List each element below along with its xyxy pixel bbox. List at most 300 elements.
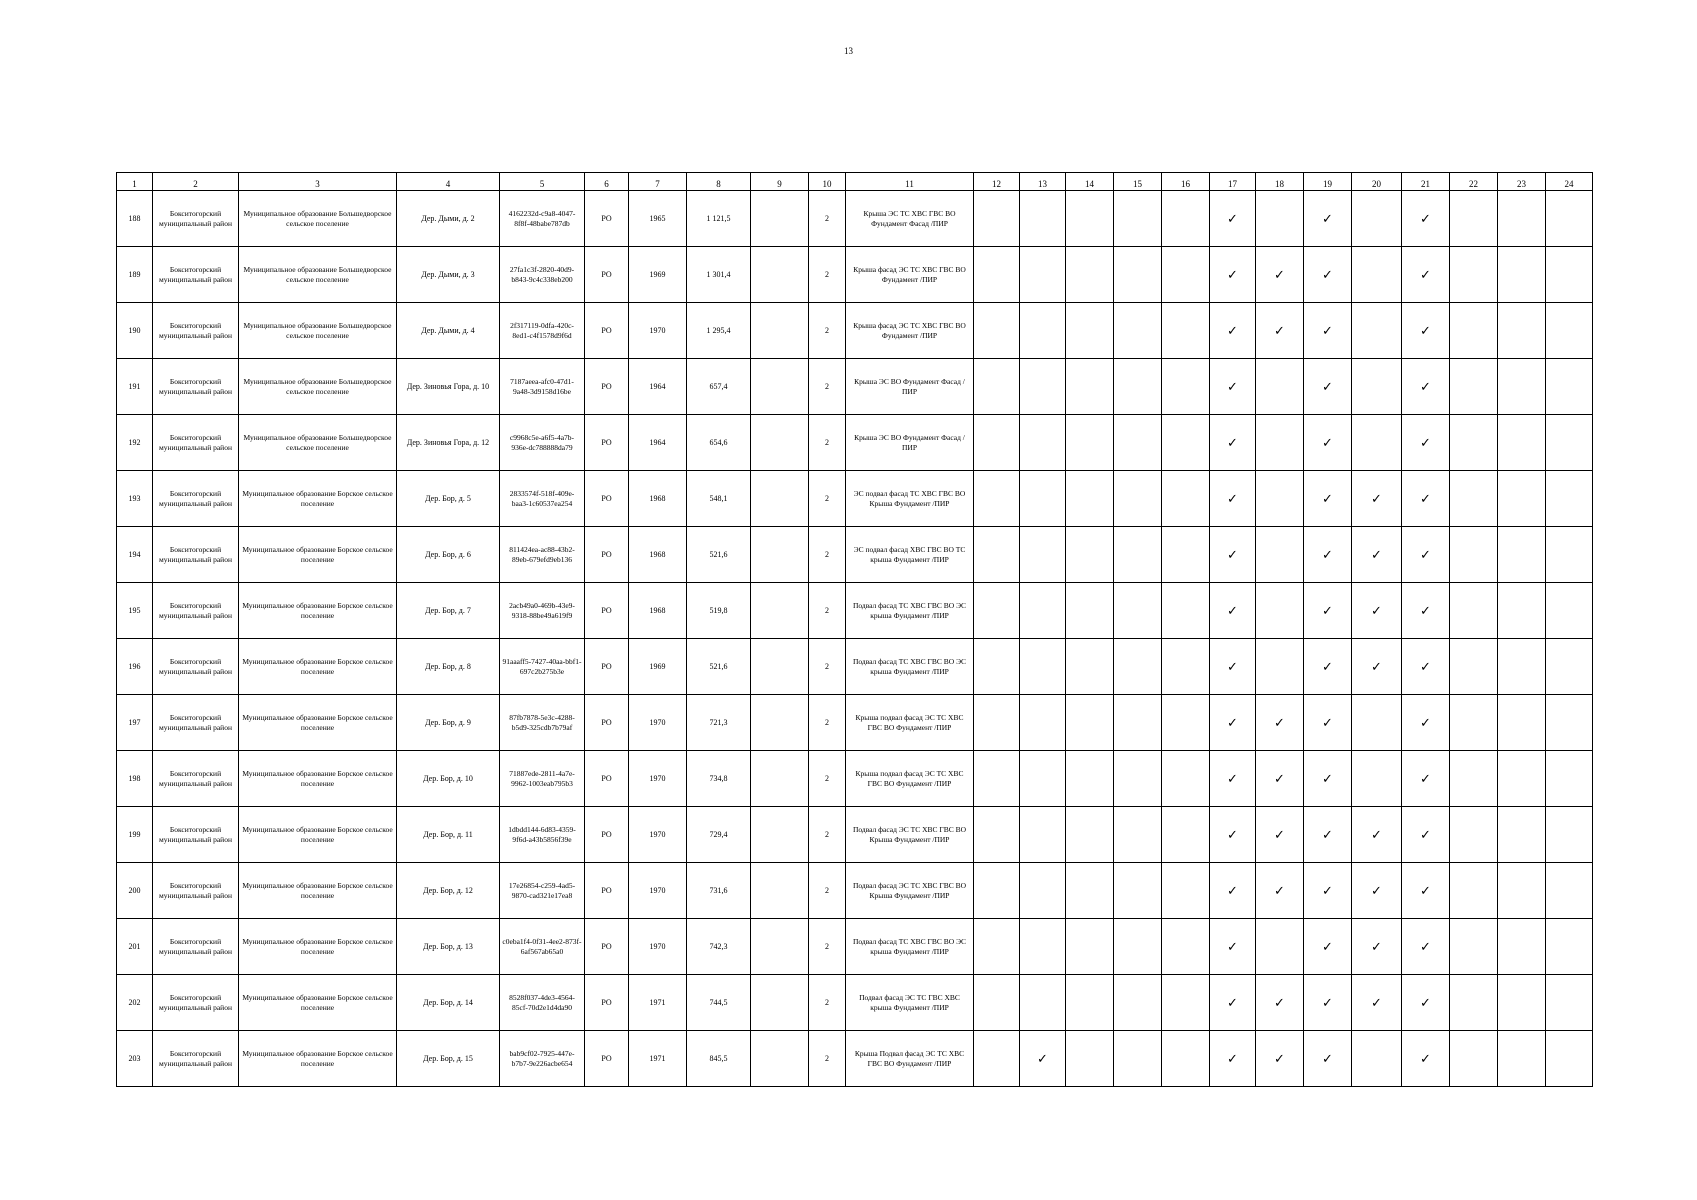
check-mark-icon: ✓: [1402, 695, 1450, 751]
empty-cell-15: [1114, 695, 1162, 751]
year-cell: 1971: [629, 1031, 687, 1087]
check-mark-icon: ✓: [1402, 975, 1450, 1031]
empty-cell-16: [1162, 303, 1210, 359]
check-mark-icon: ✓: [1210, 247, 1256, 303]
empty-cell-24: [1546, 863, 1593, 919]
empty-cell-20: [1352, 751, 1402, 807]
check-mark-icon: ✓: [1352, 919, 1402, 975]
works-cell: Подвал фасад ЭС ТС ХВС ГВС ВО Крыша Фундамент /ПИР: [846, 807, 974, 863]
type-cell: РО: [585, 583, 629, 639]
area-cell: 731,6: [687, 863, 751, 919]
empty-cell-22: [1450, 807, 1498, 863]
guid-cell: 811424ea-ac88-43b2-89eb-679efd9eb136: [500, 527, 585, 583]
empty-cell-14: [1066, 247, 1114, 303]
empty-cell-12: [974, 863, 1020, 919]
check-mark-icon: ✓: [1256, 807, 1304, 863]
guid-cell: c9968c5e-a6f5-4a7b-936e-dc788888da79: [500, 415, 585, 471]
empty-cell-23: [1498, 359, 1546, 415]
empty-cell-16: [1162, 919, 1210, 975]
empty-cell-13: [1020, 303, 1066, 359]
area-cell: 734,8: [687, 751, 751, 807]
row-number-cell: 190: [117, 303, 153, 359]
empty-cell-13: [1020, 751, 1066, 807]
empty-cell-13: [1020, 919, 1066, 975]
empty-cell-22: [1450, 695, 1498, 751]
empty-cell-9: [751, 191, 809, 247]
guid-cell: 7187aeea-afc0-47d1-9a48-3d9158d16be: [500, 359, 585, 415]
address-cell: Дер. Бор, д. 6: [397, 527, 500, 583]
guid-cell: 87fb7878-5e3c-4288-b5d9-325cdb7b79af: [500, 695, 585, 751]
check-mark-icon: ✓: [1210, 919, 1256, 975]
address-cell: Дер. Бор, д. 14: [397, 975, 500, 1031]
row-number-cell: 193: [117, 471, 153, 527]
column-header-1: 1: [117, 173, 153, 191]
empty-cell-16: [1162, 359, 1210, 415]
year-cell: 1971: [629, 975, 687, 1031]
empty-cell-12: [974, 807, 1020, 863]
table-row: [117, 247, 1593, 303]
empty-cell-24: [1546, 919, 1593, 975]
empty-cell-22: [1450, 303, 1498, 359]
district-cell: Бокситогорский муниципальный район: [153, 919, 239, 975]
empty-cell-23: [1498, 695, 1546, 751]
works-cell: Подвал фасад ТС ХВС ГВС ВО ЭС крыша Фундамент /ПИР: [846, 919, 974, 975]
table-row: [117, 303, 1593, 359]
municipality-cell: Муниципальное образование Большедворское сельское поселение: [239, 191, 397, 247]
empty-cell-12: [974, 695, 1020, 751]
empty-cell-18: [1256, 471, 1304, 527]
check-mark-icon: ✓: [1402, 415, 1450, 471]
type-cell: РО: [585, 359, 629, 415]
column-header-16: 16: [1162, 173, 1210, 191]
check-mark-icon: ✓: [1304, 639, 1352, 695]
year-cell: 1968: [629, 471, 687, 527]
empty-cell-18: [1256, 583, 1304, 639]
municipality-cell: Муниципальное образование Большедворское сельское поселение: [239, 415, 397, 471]
empty-cell-12: [974, 191, 1020, 247]
address-cell: Дер. Зиновья Гора, д. 12: [397, 415, 500, 471]
empty-cell-16: [1162, 975, 1210, 1031]
empty-cell-14: [1066, 975, 1114, 1031]
column-number-header-row: [117, 173, 1593, 191]
row-number-cell: 191: [117, 359, 153, 415]
municipality-cell: Муниципальное образование Борское сельское поселение: [239, 471, 397, 527]
empty-cell-20: [1352, 1031, 1402, 1087]
floors-cell: 2: [809, 527, 846, 583]
guid-cell: 27fa1c3f-2820-40d9-b843-9c4c338eb200: [500, 247, 585, 303]
municipality-cell: Муниципальное образование Большедворское сельское поселение: [239, 359, 397, 415]
year-cell: 1964: [629, 415, 687, 471]
check-mark-icon: ✓: [1352, 527, 1402, 583]
floors-cell: 2: [809, 303, 846, 359]
check-mark-icon: ✓: [1402, 583, 1450, 639]
empty-cell-16: [1162, 527, 1210, 583]
works-cell: Крыша Подвал фасад ЭС ТС ХВС ГВС ВО Фундамент /ПИР: [846, 1031, 974, 1087]
empty-cell-13: [1020, 863, 1066, 919]
check-mark-icon: ✓: [1402, 471, 1450, 527]
type-cell: РО: [585, 191, 629, 247]
area-cell: 742,3: [687, 919, 751, 975]
column-header-12: 12: [974, 173, 1020, 191]
row-number-cell: 194: [117, 527, 153, 583]
check-mark-icon: ✓: [1210, 695, 1256, 751]
empty-cell-12: [974, 1031, 1020, 1087]
address-cell: Дер. Бор, д. 8: [397, 639, 500, 695]
empty-cell-16: [1162, 639, 1210, 695]
floors-cell: 2: [809, 975, 846, 1031]
empty-cell-12: [974, 583, 1020, 639]
empty-cell-15: [1114, 247, 1162, 303]
empty-cell-9: [751, 975, 809, 1031]
check-mark-icon: ✓: [1210, 583, 1256, 639]
empty-cell-23: [1498, 751, 1546, 807]
address-cell: Дер. Бор, д. 15: [397, 1031, 500, 1087]
check-mark-icon: ✓: [1402, 639, 1450, 695]
row-number-cell: 199: [117, 807, 153, 863]
row-number-cell: 192: [117, 415, 153, 471]
column-header-13: 13: [1020, 173, 1066, 191]
check-mark-icon: ✓: [1304, 471, 1352, 527]
empty-cell-12: [974, 415, 1020, 471]
column-header-23: 23: [1498, 173, 1546, 191]
floors-cell: 2: [809, 191, 846, 247]
district-cell: Бокситогорский муниципальный район: [153, 863, 239, 919]
check-mark-icon: ✓: [1352, 639, 1402, 695]
empty-cell-13: [1020, 695, 1066, 751]
table-row: [117, 191, 1593, 247]
empty-cell-9: [751, 471, 809, 527]
area-cell: 654,6: [687, 415, 751, 471]
empty-cell-22: [1450, 975, 1498, 1031]
column-header-19: 19: [1304, 173, 1352, 191]
empty-cell-14: [1066, 583, 1114, 639]
year-cell: 1970: [629, 695, 687, 751]
floors-cell: 2: [809, 695, 846, 751]
address-cell: Дер. Бор, д. 13: [397, 919, 500, 975]
empty-cell-15: [1114, 415, 1162, 471]
row-number-cell: 196: [117, 639, 153, 695]
check-mark-icon: ✓: [1210, 863, 1256, 919]
works-cell: Подвал фасад ЭС ТС ХВС ГВС ВО Крыша Фундамент /ПИР: [846, 863, 974, 919]
empty-cell-22: [1450, 639, 1498, 695]
check-mark-icon: ✓: [1210, 303, 1256, 359]
empty-cell-9: [751, 527, 809, 583]
floors-cell: 2: [809, 863, 846, 919]
empty-cell-13: [1020, 807, 1066, 863]
district-cell: Бокситогорский муниципальный район: [153, 303, 239, 359]
address-cell: Дер. Бор, д. 11: [397, 807, 500, 863]
empty-cell-12: [974, 303, 1020, 359]
check-mark-icon: ✓: [1210, 471, 1256, 527]
empty-cell-15: [1114, 975, 1162, 1031]
empty-cell-13: [1020, 247, 1066, 303]
guid-cell: 91aaaff5-7427-40aa-bbf1-697c2b275b3e: [500, 639, 585, 695]
check-mark-icon: ✓: [1304, 191, 1352, 247]
works-cell: Крыша фасад ЭС ТС ХВС ГВС ВО Фундамент /ПИР: [846, 247, 974, 303]
empty-cell-23: [1498, 583, 1546, 639]
table-row: [117, 751, 1593, 807]
check-mark-icon: ✓: [1352, 471, 1402, 527]
floors-cell: 2: [809, 359, 846, 415]
address-cell: Дер. Бор, д. 12: [397, 863, 500, 919]
check-mark-icon: ✓: [1402, 191, 1450, 247]
empty-cell-24: [1546, 807, 1593, 863]
type-cell: РО: [585, 919, 629, 975]
empty-cell-24: [1546, 415, 1593, 471]
empty-cell-15: [1114, 359, 1162, 415]
empty-cell-13: [1020, 527, 1066, 583]
empty-cell-22: [1450, 751, 1498, 807]
municipality-cell: Муниципальное образование Борское сельское поселение: [239, 863, 397, 919]
district-cell: Бокситогорский муниципальный район: [153, 247, 239, 303]
guid-cell: 17e26854-c259-4ad5-9870-cad321e17ea8: [500, 863, 585, 919]
check-mark-icon: ✓: [1210, 807, 1256, 863]
empty-cell-24: [1546, 975, 1593, 1031]
area-cell: 548,1: [687, 471, 751, 527]
empty-cell-20: [1352, 359, 1402, 415]
address-cell: Дер. Бор, д. 10: [397, 751, 500, 807]
empty-cell-12: [974, 975, 1020, 1031]
municipality-cell: Муниципальное образование Большедворское сельское поселение: [239, 247, 397, 303]
empty-cell-14: [1066, 751, 1114, 807]
municipality-cell: Муниципальное образование Борское сельское поселение: [239, 751, 397, 807]
column-header-7: 7: [629, 173, 687, 191]
check-mark-icon: ✓: [1210, 415, 1256, 471]
year-cell: 1970: [629, 863, 687, 919]
works-cell: Крыша ЭС ВО Фундамент Фасад /ПИР: [846, 359, 974, 415]
empty-cell-14: [1066, 639, 1114, 695]
works-cell: ЭС подвал фасад ТС ХВС ГВС ВО Крыша Фундамент /ПИР: [846, 471, 974, 527]
empty-cell-16: [1162, 415, 1210, 471]
works-cell: Крыша фасад ЭС ТС ХВС ГВС ВО Фундамент /ПИР: [846, 303, 974, 359]
empty-cell-14: [1066, 863, 1114, 919]
column-header-15: 15: [1114, 173, 1162, 191]
empty-cell-18: [1256, 527, 1304, 583]
guid-cell: 2f317119-0dfa-420c-8ed1-c4f1578d9f6d: [500, 303, 585, 359]
floors-cell: 2: [809, 415, 846, 471]
empty-cell-12: [974, 751, 1020, 807]
empty-cell-16: [1162, 695, 1210, 751]
area-cell: 1 121,5: [687, 191, 751, 247]
empty-cell-23: [1498, 975, 1546, 1031]
district-cell: Бокситогорский муниципальный район: [153, 527, 239, 583]
check-mark-icon: ✓: [1352, 975, 1402, 1031]
empty-cell-9: [751, 247, 809, 303]
row-number-cell: 201: [117, 919, 153, 975]
empty-cell-9: [751, 359, 809, 415]
table-row: [117, 1031, 1593, 1087]
table-row: [117, 639, 1593, 695]
empty-cell-22: [1450, 919, 1498, 975]
empty-cell-15: [1114, 583, 1162, 639]
empty-cell-24: [1546, 695, 1593, 751]
check-mark-icon: ✓: [1304, 807, 1352, 863]
table-row: [117, 863, 1593, 919]
empty-cell-18: [1256, 639, 1304, 695]
check-mark-icon: ✓: [1402, 919, 1450, 975]
column-header-17: 17: [1210, 173, 1256, 191]
row-number-cell: 200: [117, 863, 153, 919]
empty-cell-23: [1498, 919, 1546, 975]
check-mark-icon: ✓: [1304, 919, 1352, 975]
area-cell: 1 301,4: [687, 247, 751, 303]
empty-cell-24: [1546, 639, 1593, 695]
column-header-18: 18: [1256, 173, 1304, 191]
check-mark-icon: ✓: [1402, 863, 1450, 919]
guid-cell: 2acb49a0-469b-43e9-9318-88be49a619f9: [500, 583, 585, 639]
empty-cell-14: [1066, 191, 1114, 247]
check-mark-icon: ✓: [1256, 247, 1304, 303]
empty-cell-18: [1256, 415, 1304, 471]
empty-cell-15: [1114, 639, 1162, 695]
empty-cell-9: [751, 807, 809, 863]
table-row: [117, 919, 1593, 975]
row-number-cell: 189: [117, 247, 153, 303]
empty-cell-9: [751, 415, 809, 471]
empty-cell-14: [1066, 471, 1114, 527]
empty-cell-23: [1498, 191, 1546, 247]
works-cell: Подвал фасад ТС ХВС ГВС ВО ЭС крыша Фундамент /ПИР: [846, 583, 974, 639]
address-cell: Дер. Дыми, д. 3: [397, 247, 500, 303]
empty-cell-22: [1450, 863, 1498, 919]
check-mark-icon: ✓: [1304, 527, 1352, 583]
check-mark-icon: ✓: [1304, 1031, 1352, 1087]
column-header-8: 8: [687, 173, 751, 191]
empty-cell-16: [1162, 807, 1210, 863]
empty-cell-18: [1256, 919, 1304, 975]
table-row: [117, 471, 1593, 527]
address-cell: Дер. Зиновья Гора, д. 10: [397, 359, 500, 415]
check-mark-icon: ✓: [1304, 751, 1352, 807]
empty-cell-24: [1546, 247, 1593, 303]
floors-cell: 2: [809, 919, 846, 975]
empty-cell-9: [751, 695, 809, 751]
table-body: [117, 191, 1593, 1087]
type-cell: РО: [585, 863, 629, 919]
check-mark-icon: ✓: [1210, 1031, 1256, 1087]
empty-cell-13: [1020, 415, 1066, 471]
check-mark-icon: ✓: [1402, 807, 1450, 863]
check-mark-icon: ✓: [1352, 807, 1402, 863]
column-header-4: 4: [397, 173, 500, 191]
type-cell: РО: [585, 975, 629, 1031]
guid-cell: 4162232d-c9a8-4047-8f8f-48babe787db: [500, 191, 585, 247]
check-mark-icon: ✓: [1020, 1031, 1066, 1087]
floors-cell: 2: [809, 639, 846, 695]
floors-cell: 2: [809, 583, 846, 639]
address-cell: Дер. Бор, д. 9: [397, 695, 500, 751]
empty-cell-12: [974, 639, 1020, 695]
municipality-cell: Муниципальное образование Борское сельское поселение: [239, 583, 397, 639]
area-cell: 1 295,4: [687, 303, 751, 359]
empty-cell-20: [1352, 191, 1402, 247]
check-mark-icon: ✓: [1256, 751, 1304, 807]
empty-cell-23: [1498, 807, 1546, 863]
empty-cell-16: [1162, 191, 1210, 247]
works-cell: Крыша ЭС ВО Фундамент Фасад /ПИР: [846, 415, 974, 471]
empty-cell-23: [1498, 527, 1546, 583]
column-header-5: 5: [500, 173, 585, 191]
district-cell: Бокситогорский муниципальный район: [153, 471, 239, 527]
district-cell: Бокситогорский муниципальный район: [153, 751, 239, 807]
check-mark-icon: ✓: [1402, 359, 1450, 415]
empty-cell-9: [751, 919, 809, 975]
empty-cell-13: [1020, 471, 1066, 527]
floors-cell: 2: [809, 751, 846, 807]
district-cell: Бокситогорский муниципальный район: [153, 583, 239, 639]
area-cell: 845,5: [687, 1031, 751, 1087]
municipality-cell: Муниципальное образование Борское сельское поселение: [239, 975, 397, 1031]
empty-cell-23: [1498, 303, 1546, 359]
area-cell: 721,3: [687, 695, 751, 751]
empty-cell-16: [1162, 583, 1210, 639]
empty-cell-14: [1066, 807, 1114, 863]
works-cell: Крыша ЭС ТС ХВС ГВС ВО Фундамент Фасад /ПИР: [846, 191, 974, 247]
column-header-24: 24: [1546, 173, 1593, 191]
column-header-11: 11: [846, 173, 974, 191]
check-mark-icon: ✓: [1304, 415, 1352, 471]
guid-cell: 1dbdd144-6d83-4359-9f6d-a43b5856f39e: [500, 807, 585, 863]
empty-cell-22: [1450, 191, 1498, 247]
type-cell: РО: [585, 527, 629, 583]
check-mark-icon: ✓: [1402, 527, 1450, 583]
empty-cell-24: [1546, 359, 1593, 415]
check-mark-icon: ✓: [1402, 1031, 1450, 1087]
check-mark-icon: ✓: [1256, 863, 1304, 919]
page-number: 13: [844, 46, 853, 56]
check-mark-icon: ✓: [1256, 1031, 1304, 1087]
empty-cell-14: [1066, 359, 1114, 415]
type-cell: РО: [585, 1031, 629, 1087]
type-cell: РО: [585, 807, 629, 863]
table-row: [117, 807, 1593, 863]
empty-cell-15: [1114, 807, 1162, 863]
check-mark-icon: ✓: [1402, 303, 1450, 359]
empty-cell-18: [1256, 359, 1304, 415]
empty-cell-15: [1114, 1031, 1162, 1087]
empty-cell-23: [1498, 639, 1546, 695]
municipality-cell: Муниципальное образование Борское сельское поселение: [239, 1031, 397, 1087]
year-cell: 1970: [629, 751, 687, 807]
table-row: [117, 415, 1593, 471]
district-cell: Бокситогорский муниципальный район: [153, 415, 239, 471]
row-number-cell: 195: [117, 583, 153, 639]
empty-cell-22: [1450, 527, 1498, 583]
empty-cell-15: [1114, 303, 1162, 359]
empty-cell-16: [1162, 247, 1210, 303]
check-mark-icon: ✓: [1210, 527, 1256, 583]
empty-cell-15: [1114, 471, 1162, 527]
row-number-cell: 188: [117, 191, 153, 247]
municipality-cell: Муниципальное образование Борское сельское поселение: [239, 695, 397, 751]
works-cell: Подвал фасад ЭС ТС ГВС ХВС крыша Фундамент /ПИР: [846, 975, 974, 1031]
type-cell: РО: [585, 751, 629, 807]
empty-cell-15: [1114, 863, 1162, 919]
empty-cell-14: [1066, 1031, 1114, 1087]
municipality-cell: Муниципальное образование Борское сельское поселение: [239, 639, 397, 695]
empty-cell-20: [1352, 303, 1402, 359]
district-cell: Бокситогорский муниципальный район: [153, 695, 239, 751]
works-cell: Крыша подвал фасад ЭС ТС ХВС ГВС ВО Фундамент /ПИР: [846, 695, 974, 751]
type-cell: РО: [585, 695, 629, 751]
area-cell: 521,6: [687, 527, 751, 583]
type-cell: РО: [585, 639, 629, 695]
empty-cell-22: [1450, 583, 1498, 639]
year-cell: 1965: [629, 191, 687, 247]
check-mark-icon: ✓: [1304, 695, 1352, 751]
empty-cell-16: [1162, 471, 1210, 527]
floors-cell: 2: [809, 247, 846, 303]
